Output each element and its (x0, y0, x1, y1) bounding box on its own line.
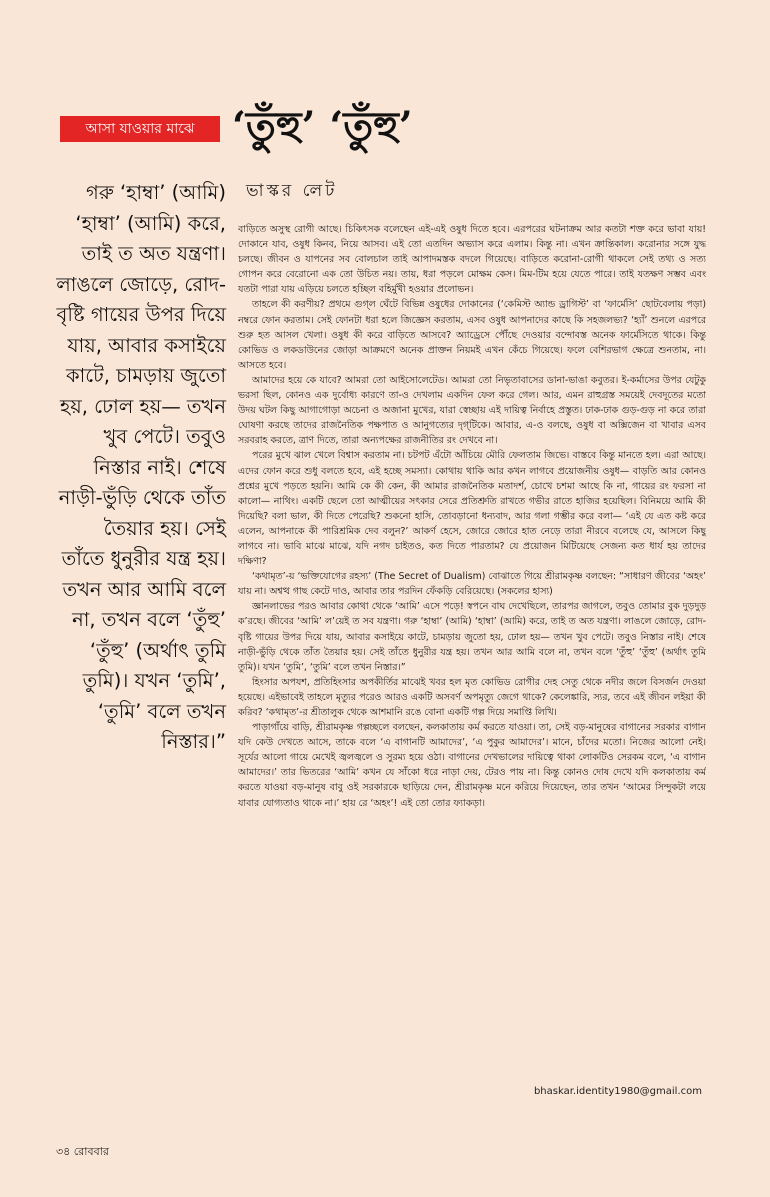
body-paragraph: তাহলে কী করণীয়? প্রথমে গুগ্‌ল ঘেঁটে বিভিন্ন ওষুধের দোকানের (‘কেমিস্ট অ্যান্ড ড্রাগিস্ট’ বা ‘ফার্মেসি’ ছোটবেলায় পড়া) নম্বরে ফোন করতাম। সেই ফোনটা ধরা হলে জিজ্ঞেস করতাম, এসব ওষুধ আপনাদের কাছে কি সহজলভ্য? ‘হ্যাঁ’ শুনলে এরপরে শুরু হত আসল খেলা। ওষুধ কী করে বাড়িতে আসবে? অ্যাড্রেসে পৌঁছে দেওয়ার বন্দোবস্ত অনেক ফার্মেসিতে থাকে। কিন্তু কোভিড ও লকডাউনের জোড়া আক্রমণে অনেক প্রাক্তন নিয়মই এখন কেঁচে গিয়েছে। ফলে বেশিরভাগ ক্ষেত্রে শুনতাম, না। আসতে হবে। (238, 299, 706, 371)
author-byline: ভাস্কর লেট (246, 181, 338, 201)
body-paragraph: হিংসার অপযশ, প্রতিহিংসার অপকীর্তির মাঝেই খবর হল মৃত কোভিড রোগীর দেহ সেতু থেকে নদীর জলে বিসর্জন দেওয়া হয়েছে। এইভাবেই তাহলে মৃত্যুর পরেও আরও একটি অসবর্ণ অপমৃত্যু জেগে থাকে? কেলেঙ্কারি, স্যর, তবে এই জীবন লইয়া কী করিব? ‘কথামৃত’-র শ্রীতালুক থেকে আশমানি রঙে বোনা একটি গল্প দিয়ে সমাপ্তি লিখি। (238, 676, 706, 718)
author-email[interactable]: bhaskar.identity1980@gmail.com (533, 1086, 702, 1097)
body-paragraph: জ্ঞানলাভের পরও আবার কোথা থেকে ‘আমি’ এসে পড়ে! স্বপনে বাঘ দেখেছিলে, তারপর জাগলে, তবুও তোমার বুক দুড়দুড় ক’রছে। জীবের ‘আমি’ ল’য়েই ত সব যন্ত্রণা। গরু ‘হাম্বা’ (আমি) ‘হাম্বা’ (আমি) করে, তাই ত অত যন্ত্রণা। লাঙলে জোড়ে, রোদ-বৃষ্টি গায়ের উপর দিয়ে যায়, আবার কসাইয়ে কাটে, চামড়ায় জুতো হয়, ঢোল হয়— তখন খুব পেটে। তবুও নিস্তার নাই। শেষে নাড়ী-ভুঁড়ি থেকে তাঁত তৈয়ার হয়। সেই তাঁতে ধুনুরীর যন্ত্র হয়। তখন আর আমি বলে না, তখন বলে ‘তুঁহু’ ‘তুঁহু’ (অর্থাৎ তুমি তুমি)। যখন ‘তুমি’, ‘তুমি’ বলে তখন নিস্তার।” (238, 601, 706, 673)
pull-quote: গরু ‘হাম্বা’ (আমি) ‘হাম্বা’ (আমি) করে, তাই ত অত যন্ত্রণা। লাঙলে জোড়ে, রোদ-বৃষ্টি গায়ের উপর দিয়ে যায়, আবার কসাইয়ে কাটে, চামড়ায় জুতো হয়, ঢোল হয়— তখন খুব পেটে। তবুও নিস্তার নাই। শেষে নাড়ী-ভুঁড়ি থেকে তাঁত তৈয়ার হয়। সেই তাঁতে ধুনুরীর যন্ত্র হয়। তখন আর আমি বলে না, তখন বলে ‘তুঁহু’ ‘তুঁহু’ (অর্থাৎ তুমি তুমি)। যখন ‘তুমি’, ‘তুমি’ বলে তখন নিস্তার।” (56, 181, 226, 753)
body-paragraph: পরের মুখে ঝাল খেলে বিশ্বাস করতাম না। চটপট এঁটো আঁচিয়ে মৌরি ফেলতাম জিভে। বাস্তবে কিন্তু মানতে হল। এরা আছে। এদের ফোন করে শুধু বলতে হবে, এই হচ্ছে সমস্যা। কোথায় থাকি আর কখন লাগবে প্রয়োজনীয় ওষুধ— বাড়তি আর কোনও প্রশ্নের মুখে পড়তে হয়নি। আমি কে কী কেন, কী আমার রাজনৈতিক মতাদর্শ, চোখে চশমা আছে কি না, গায়ের রং ফরসা না কালো— নাথিং। একটি ছেলে তো আত্মীয়ের সৎকার সেরে প্রতিশ্রুতি রাখতে গভীর রাতে হাজির হয়েছিল। বিনিময়ে আমি কী দিয়েছি? বলা ভাল, কী দিতে পেরেছি? শুকনো হাসি, তোবড়ানো ধন্যবাদ, আর গলা গম্ভীর করে বলা— ‘এই যে এত কষ্ট করে এলেন, আপনাকে কী পারিশ্রমিক দেব বলুন?’ আকর্ণ হেসে, জোরে জোরে হাত নেড়ে তারা নীরবে বলেছে যে, আসলে কিছু লাগবে না। ভাবি মাঝে মাঝে, যদি নগদ চাইতও, কত দিতে পারতাম? যে প্রয়োজন মিটিয়েছে সেজন্য কত ধার্য হয় তাদের দক্ষিণা? (238, 450, 706, 568)
body-paragraph: ‘কথামৃত’-য় ‘ভক্তিযোগের রহস্য’ (The Secret of Dualism) বোঝাতে গিয়ে শ্রীরামকৃষ্ণ বলছেন: “সাধারণ জীবের ‘অহং’ যায় না। অশ্বত্থ গাছ কেটে দাও, আবার তার পরদিন ফেঁকড়ি বেরিয়েছে। (সকলের হাস্য) (238, 571, 706, 598)
body-paragraph: বাড়িতে অসুস্থ রোগী আছে। চিকিৎসক বলেছেন এই-এই ওষুধ দিতে হবে। এরপরের ঘটনাক্রম আর কতটা শক্ত করে ভাবা যায়! দোকানে যাব, ওষুধ কিনব, নিয়ে আসব। এই তো এতদিন অভ্যাস করে এলাম। কিন্তু না। এখন ক্রান্তিকাল। করোনার সঙ্গে যুদ্ধ চলছে। জীবন ও যাপনের সব বোলচাল তাই আপাদমস্তক বদলে গিয়েছে। বাড়িতে করোনা-রোগী থাকলে সেই তথ্য ও সত্য গোপন করে বেরোনো এক তো উচিত নয়। তায়, ধরা পড়লে মোক্ষম কেস। মিম-টিম হয়ে যেতে পারে। তাই যতক্ষণ সম্ভব এবং যতটা পারা যায় এড়িয়ে চলতে হচ্ছিল বহির্মুখী হওয়ার প্রলোভন। (238, 224, 706, 296)
body-paragraph: আমাদের হয়ে কে যাবে? আমরা তো আইসোলেটেড। আমরা তো নিভৃতাবাসের ডানা-ভাঙা কবুতর। ই-কর্মাসের উপর যেটুকু ভরসা ছিল, কোনও এক দুর্বোধ্য কারণে তা-ও দেখলাম একদিন ফেল করে গেল। আর, এমন রাহুগ্রস্ত সময়েই দেবদূতের মতো উদয় ঘটল কিছু আগাগোড়া অচেনা ও অজানা মুখের, যারা স্বেচ্ছায় এই দায়িত্ব নির্বাহে প্রস্তুত। ঢাক-ঢাক গুড়-গুড় না করে তারা ঘোষণা করছে তাদের রাজনৈতিক পক্ষপাত ও আনুগত্যের দৃগ্‌টিকে। আবার, এ-ও বলছে, ওষুধ বা অক্সিজেন বা খাবার এসব সরবরাহ করতে, ত্রাণ দিতে, তারা অন্যপক্ষের রাজনীতির রং দেখবে না। (238, 374, 706, 447)
article-body (238, 222, 706, 1080)
body-paragraph: পাড়াগাঁয়ে বাড়ি, শ্রীরামকৃষ্ণ গল্পচ্ছলে বলছেন, কলকাতায় কর্ম করতে যাওয়া। তা, সেই বড়-মানুষের বাগানের সরকার বাগান যদি কেউ দেখতে আসে, তাকে বলে ‘এ বাগানটি আমাদের’, ‘এ পুকুর আমাদের’। মানে, চাঁদের মতো। নিজের আলো নেই। সূর্যের আলো গায়ে মেখেই জ্বলজ্বলে ও সুরম্য হয়ে ওঠা। বাগানের দেখভালের দায়িত্বে থাকা লোকটিও সেরকম বলে, ‘এ বাগান আমাদের।’ তার ভিতরের ‘আমি’ কখন যে সাঁকো ধরে নাড়া দেয়, টেরও পায় না। কিন্তু কোনও দোষ দেখে যদি কলকাতায় কর্ম করতে যাওয়া বড়-মানুষ বাবু ওই সরকারকে ছাড়িয়ে দেন, শ্রীরামকৃষ্ণ মনে করিয়ে দিয়েছেন, তার তখন ‘আমের সিন্দুকটা লয়ে যাবার যোগ্যতাও থাকে না।’ হায় রে ‘অহং’! এই তো তোর ফ্যাকড়া। (238, 722, 706, 809)
article-title: ‘তুঁহু’ ‘তুঁহু’ (232, 103, 413, 150)
page-folio: ৩৪ রোববার (56, 1145, 109, 1158)
section-tag: আসা যাওয়ার মাঝে (60, 116, 220, 142)
